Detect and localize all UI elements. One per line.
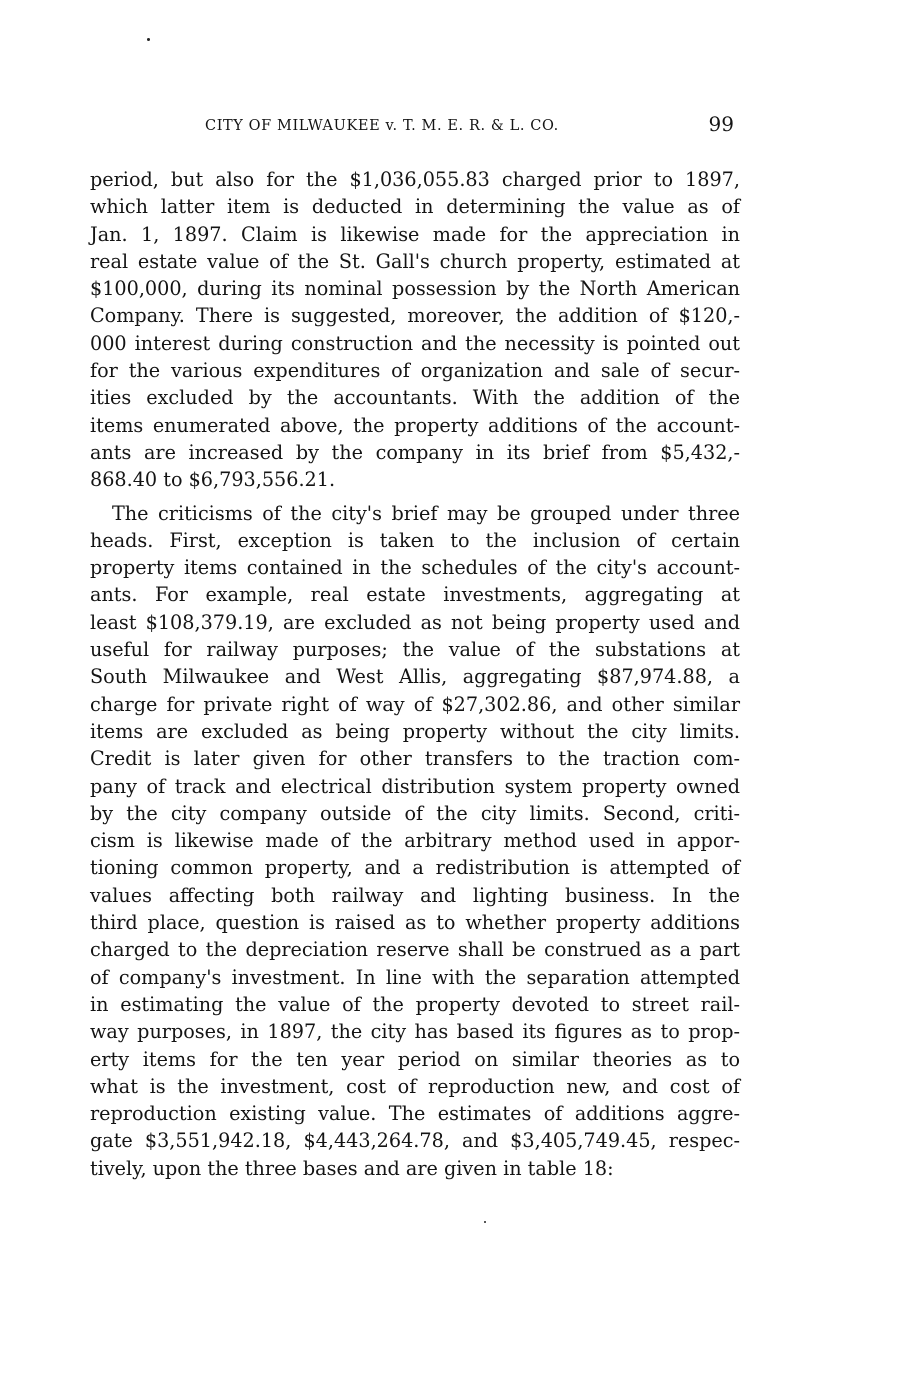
text-line: items are excluded as being property without the city limits.	[90, 719, 740, 743]
print-speck	[484, 1221, 486, 1223]
text-line: gate $3,551,942.18, $4,443,264.78, and $3,405,749.45, respec-	[90, 1129, 740, 1153]
text-line: 868.40 to $6,793,556.21.	[90, 468, 336, 492]
text-line: by the city company outside of the city limits. Second, criti-	[90, 801, 740, 825]
text-line: period, but also for the $1,036,055.83 charged prior to 1897,	[90, 168, 740, 191]
text-line: property items contained in the schedules of the city's account-	[90, 556, 740, 580]
text-line: for the various expenditures of organization and sale of secur-	[90, 359, 740, 383]
text-line: tioning common property, and a redistribution is attempted of	[90, 856, 740, 880]
text-line: erty items for the ten year period on similar theories as to	[90, 1047, 740, 1071]
page-number: 99	[708, 112, 734, 136]
text-line: Credit is later given for other transfers to the traction com-	[90, 747, 740, 771]
text-line: way purposes, in 1897, the city has based its figures as to prop-	[90, 1020, 740, 1044]
text-line: values affecting both railway and lighting business. In the	[90, 883, 740, 907]
text-line: third place, question is raised as to whether property additions	[90, 911, 740, 935]
text-line: what is the investment, cost of reproduction new, and cost of	[90, 1074, 740, 1098]
text-line: Company. There is suggested, moreover, the addition of $120,-	[90, 304, 740, 328]
text-line: ants. For example, real estate investments, aggregating at	[90, 583, 740, 607]
text-line: South Milwaukee and West Allis, aggregating $87,974.88, a	[90, 665, 740, 689]
text-line: heads. First, exception is taken to the inclusion of certain	[90, 528, 740, 552]
text-line: items enumerated above, the property additions of the account-	[90, 413, 740, 437]
text-line: pany of track and electrical distribution system property owned	[90, 774, 740, 798]
text-line: The criticisms of the city's brief may be grouped under three	[112, 501, 740, 525]
text-line: in estimating the value of the property devoted to street rail-	[90, 992, 740, 1016]
text-line: ants are increased by the company in its brief from $5,432,-	[90, 440, 740, 464]
text-line: charged to the depreciation reserve shall be construed as a part	[90, 938, 740, 962]
running-head	[90, 114, 740, 144]
text-line: reproduction existing value. The estimates of additions aggre-	[90, 1102, 740, 1126]
body-text	[90, 166, 740, 1182]
text-line: of company's investment. In line with the separation attempted	[90, 965, 740, 989]
running-title: CITY OF MILWAUKEE v. T. M. E. R. & L. CO.	[205, 118, 559, 134]
text-line: charge for private right of way of $27,302.86, and other similar	[90, 692, 740, 716]
print-speck	[147, 38, 150, 41]
text-line: ities excluded by the accountants. With the addition of the	[90, 386, 740, 410]
text-line: $100,000, during its nominal possession by the North American	[90, 277, 740, 301]
text-line: real estate value of the St. Gall's church property, estimated at	[90, 249, 740, 273]
text-line: least $108,379.19, are excluded as not being property used and	[90, 610, 740, 634]
text-line: which latter item is deducted in determining the value as of	[90, 195, 740, 219]
paragraph-2	[90, 500, 740, 1182]
text-line: 000 interest during construction and the necessity is pointed out	[90, 331, 740, 355]
text-line: Jan. 1, 1897. Claim is likewise made for the appreciation in	[90, 222, 740, 246]
text-line: tively, upon the three bases and are given in table 18:	[90, 1156, 614, 1180]
paragraph-1	[90, 166, 740, 494]
text-line: useful for railway purposes; the value of the substations at	[90, 638, 740, 662]
text-line: cism is likewise made of the arbitrary method used in appor-	[90, 829, 740, 853]
